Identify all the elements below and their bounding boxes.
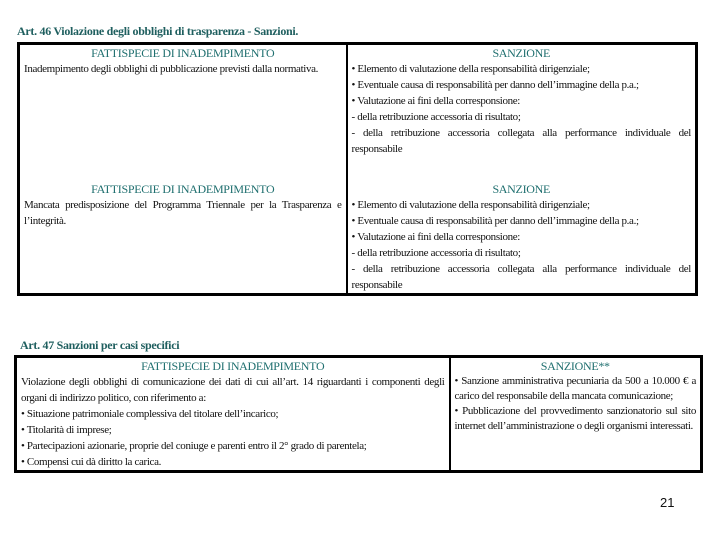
fattispecie-cell — [19, 44, 347, 181]
fattispecie-item: • Compensi cui dà diritto la carica. — [21, 456, 162, 468]
column-header: FATTISPECIE DI INADEMPIMENTO — [91, 181, 275, 196]
fattispecie-text: Inadempimento degli obblighi di pubblicazione previsti dalla normativa. — [24, 63, 319, 75]
art46-title: Art. 46 Violazione degli obblighi di trasparenza - Sanzioni. — [17, 24, 299, 38]
table-row — [19, 44, 697, 181]
art46-table — [17, 42, 698, 296]
sanzione-cell — [347, 44, 697, 181]
fattispecie-item: • Titolarità di imprese; — [21, 424, 112, 436]
sanzione-item: • Eventuale causa di responsabilità per danno dell’immagine della p.a.; — [351, 214, 639, 227]
fattispecie-item: • Situazione patrimoniale complessiva del titolare dell’incarico; — [21, 408, 279, 420]
sanzione-item: • Pubblicazione del provvedimento sanzionatorio sul sito internet dell’amministrazione o degli organismi interessati. — [454, 405, 696, 432]
column-header: FATTISPECIE DI INADEMPIMENTO — [141, 359, 325, 373]
table-row — [16, 357, 702, 472]
table-row — [19, 181, 697, 295]
column-header: SANZIONE** — [540, 359, 610, 373]
sanzione-item: • Valutazione ai fini della corresponsione: — [351, 230, 521, 243]
fattispecie-text: Mancata predisposizione del Programma Triennale per la Trasparenza e l’integrità. — [24, 198, 342, 227]
fattispecie-item: Violazione degli obblighi di comunicazione dei dati di cui all’art. 14 riguardanti i componenti degli organi di indirizzo politico, con riferimento a: — [21, 376, 445, 404]
column-header: SANZIONE — [492, 181, 551, 196]
art47-table — [14, 355, 703, 473]
fattispecie-item: • Partecipazioni azionarie, proprie del coniuge e parenti entro il 2° grado di parentela; — [21, 440, 367, 452]
column-header: FATTISPECIE DI INADEMPIMENTO — [91, 46, 275, 60]
sanzione-item: • Valutazione ai fini della corresponsione: — [351, 95, 521, 107]
column-header: SANZIONE — [492, 46, 551, 60]
sanzione-item: • Sanzione amministrativa pecuniaria da 500 a 10.000 € a carico del responsabile della mancata comunicazione; — [454, 375, 696, 402]
page-number: 21 — [660, 495, 675, 510]
art47-title: Art. 47 Sanzioni per casi specifici — [20, 338, 180, 352]
sanzione-cell — [450, 357, 702, 472]
sanzione-item: - della retribuzione accessoria di risultato; — [351, 246, 521, 259]
sanzione-item: • Elemento di valutazione della responsabilità dirigenziale; — [351, 63, 590, 75]
sanzione-item: • Eventuale causa di responsabilità per danno dell’immagine della p.a.; — [351, 79, 639, 91]
fattispecie-cell — [16, 357, 450, 472]
sanzione-item: - della retribuzione accessoria di risultato; — [351, 111, 521, 123]
sanzione-item: - della retribuzione accessoria collegata alla performance individuale del responsabile — [351, 127, 691, 155]
sanzione-item: • Elemento di valutazione della responsabilità dirigenziale; — [351, 198, 590, 211]
fattispecie-cell — [19, 181, 347, 295]
sanzione-item: - della retribuzione accessoria collegata alla performance individuale del responsabile — [351, 262, 691, 291]
sanzione-cell — [347, 181, 697, 295]
